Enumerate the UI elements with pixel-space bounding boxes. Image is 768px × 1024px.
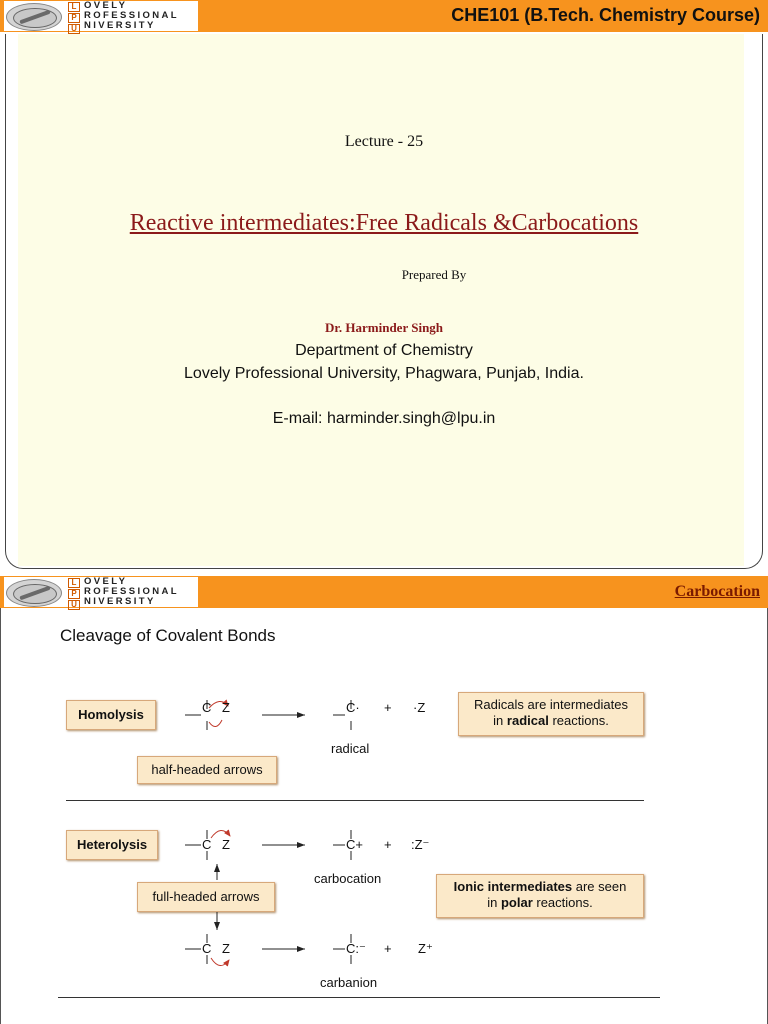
course-title: CHE101 (B.Tech. Chemistry Course) <box>451 5 760 25</box>
atom-z: Z <box>222 700 230 715</box>
slide-heading: Cleavage of Covalent Bonds <box>60 626 276 645</box>
note-bold: Ionic intermediates <box>453 879 573 894</box>
z-radical: ·Z <box>413 700 426 715</box>
note-text: reactions. <box>532 895 593 910</box>
curved-arrow-icon <box>211 958 229 966</box>
slide-header <box>0 0 768 32</box>
logo-wordmark <box>84 1 179 31</box>
logo-letter: L <box>68 578 80 588</box>
author-email: E-mail: harminder.singh@lpu.in <box>272 410 496 427</box>
logo-letter: U <box>68 600 80 610</box>
university-seal-icon <box>6 579 62 607</box>
note-bold: radical <box>506 713 549 728</box>
lecture-title: Reactive intermediates:Free Radicals &Carbocations <box>129 210 639 236</box>
author-name: Dr. Harminder Singh <box>324 320 444 335</box>
section-title: Carbocation <box>674 583 760 600</box>
logo-word: ROFESSIONAL <box>84 10 180 21</box>
department: Department of Chemistry <box>295 342 473 359</box>
plus-sign: + <box>384 941 392 956</box>
bond-cleavage-diagram <box>0 608 768 1024</box>
plus-sign: + <box>384 700 392 715</box>
half-headed-arrows-label: half-headed arrows <box>137 756 277 784</box>
note-text: in <box>487 895 501 910</box>
slide-header-2 <box>0 576 768 608</box>
slide-frame <box>5 34 763 569</box>
logo-letter: P <box>68 589 80 599</box>
university-address: Lovely Professional University, Phagwara, Punjab, India. <box>184 365 584 382</box>
note-text: reactions. <box>548 713 609 728</box>
full-headed-arrows-label: full-headed arrows <box>137 882 275 912</box>
curved-arrow-icon <box>209 720 222 727</box>
z-cation: Z⁺ <box>418 941 433 956</box>
product-carbocation-label: carbocation <box>314 871 382 886</box>
homolysis-label: Homolysis <box>66 700 156 730</box>
university-logo <box>4 1 198 31</box>
logo-letter-boxes <box>68 2 80 35</box>
logo-wordmark <box>84 577 179 607</box>
plus-sign: + <box>384 837 392 852</box>
atom-z: Z <box>222 837 230 852</box>
logo-letter: L <box>68 2 80 12</box>
note-bold: polar <box>500 895 533 910</box>
heterolysis-label: Heterolysis <box>66 830 158 860</box>
prepared-by: Prepared By <box>401 267 467 282</box>
note-text: are seen <box>572 879 627 894</box>
logo-letter: P <box>68 13 80 23</box>
logo-word: NIVERSITY <box>84 596 156 607</box>
logo-word: NIVERSITY <box>84 20 156 31</box>
logo-letter-boxes <box>68 578 80 611</box>
university-logo <box>4 577 198 607</box>
lecture-number: Lecture - 25 <box>344 133 424 150</box>
note-text: Radicals are intermediates <box>474 697 628 712</box>
logo-word: OVELY <box>84 576 128 587</box>
carbon-anion: C:⁻ <box>346 941 366 956</box>
logo-word: OVELY <box>84 0 128 11</box>
carbon-radical: C· <box>346 700 360 715</box>
note-text: in <box>493 713 507 728</box>
carbon-cation: C+ <box>346 837 363 852</box>
product-radical-label: radical <box>331 741 370 756</box>
z-anion: :Z⁻ <box>411 837 430 852</box>
logo-word: ROFESSIONAL <box>84 586 180 597</box>
logo-letter: U <box>68 24 80 34</box>
university-seal-icon <box>6 3 62 31</box>
product-carbanion-label: carbanion <box>320 975 378 990</box>
atom-z: Z <box>222 941 230 956</box>
